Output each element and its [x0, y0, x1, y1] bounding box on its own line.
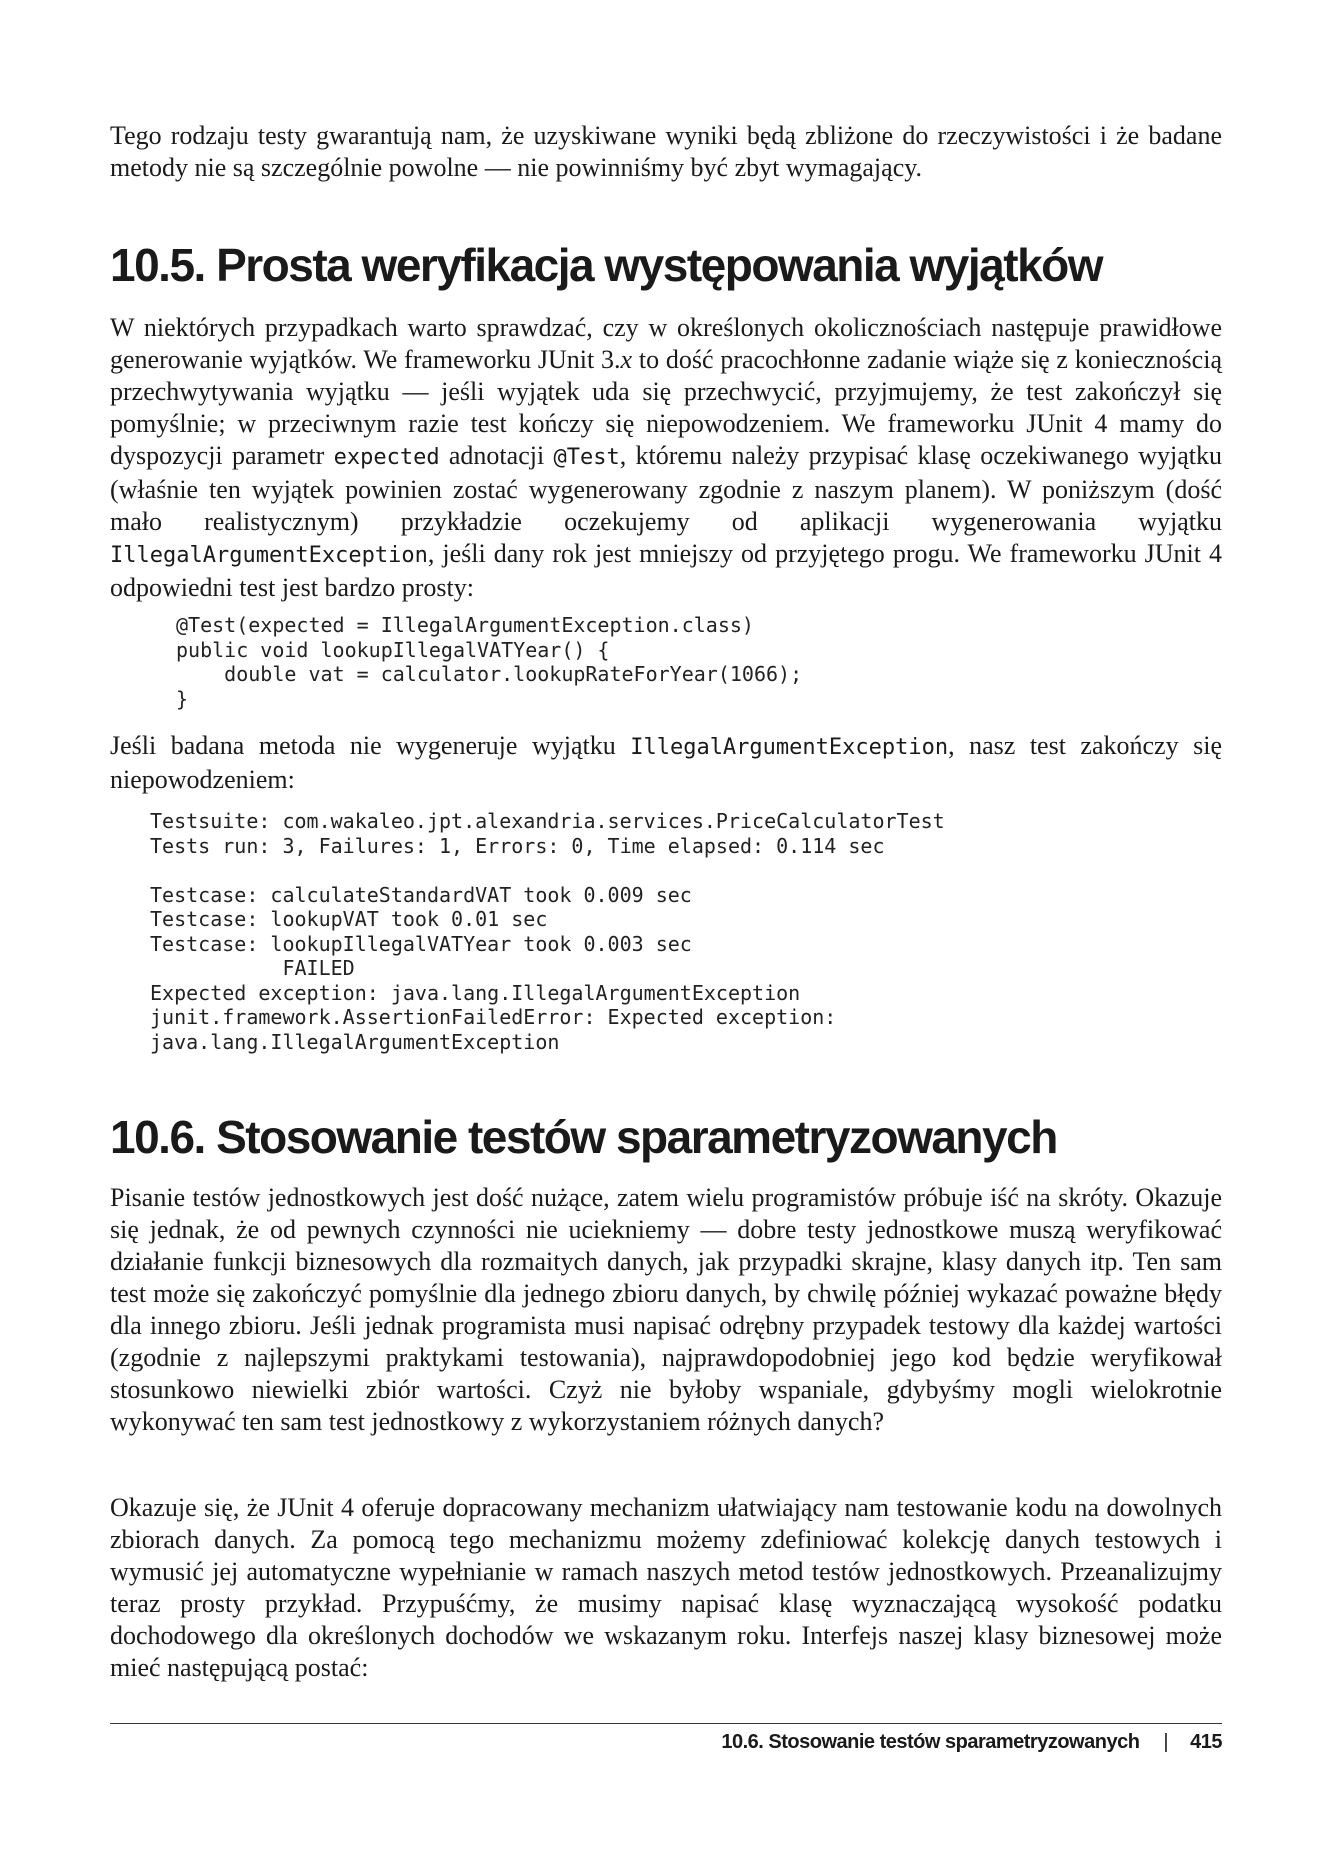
inline-code: IllegalArgumentException	[110, 543, 428, 568]
section-heading-10-6: 10.6. Stosowanie testów sparametryzowanych	[110, 1111, 1057, 1163]
section-10-5-paragraph-2	[110, 730, 1222, 796]
page-footer	[721, 1731, 1222, 1754]
inline-code: @Test	[553, 445, 620, 470]
section-10-5-paragraph	[110, 312, 1222, 604]
footer-divider	[110, 1723, 1222, 1724]
text-run: to dość pracochłonne zadanie wiąże się z koniecznością przechwytywania wyjątku — jeśli wyjątek uda się przechwycić, przyjmujemy, że test zakończył się pomyślnie; w przeciwnym razie test kończy się niepowodzeniem. We frameworku JUnit 4 mamy do dyspozycji parametr	[110, 345, 1222, 470]
text-run: adnotacji	[439, 441, 554, 470]
text-run: , któremu należy przypisać klasę oczekiwanego wyjątku (właśnie ten wyjątek powinien zostać wygenerowany zgodnie z naszym planem). W poniższym (dość mało realistycznym) przykładzie oczekujemy od aplikacji wygenerowania wyjątku	[110, 441, 1222, 536]
page-number: 415	[1190, 1731, 1222, 1753]
code-listing-test-method: @Test(expected = IllegalArgumentException.class) public void lookupIllegalVATYear() { double vat = calculator.lookupRateForYear(1066); }	[176, 613, 803, 711]
text-run-italic: x	[620, 345, 633, 374]
section-10-6-paragraph-1: Pisanie testów jednostkowych jest dość nużące, zatem wielu programistów próbuje iść na skróty. Okazuje się jednak, że od pewnych czynności nie uciekniemy — dobre testy jednostkowe muszą weryfikować działanie funkcji biznesowych dla rozmaitych danych, jak przypadki skrajne, klasy danych itp. Ten sam test może się zakończyć pomyślnie dla jednego zbioru danych, by chwilę później wykazać poważne błędy dla innego zbioru. Jeśli jednak programista musi napisać odrębny przypadek testowy dla każdej wartości (zgodnie z najlepszymi praktykami testowania), najprawdopodobniej jego kod będzie weryfikował stosunkowo niewielki zbiór wartości. Czyż nie byłoby wspaniale, gdybyśmy mogli wielokrotnie wykonywać ten sam test jednostkowy z wykorzystaniem różnych danych?	[110, 1183, 1222, 1436]
text-run: Jeśli badana metoda nie wygeneruje wyjątku	[110, 731, 631, 760]
section-heading-10-5: 10.5. Prosta weryfikacja występowania wyjątków	[110, 239, 1103, 291]
running-title: 10.6. Stosowanie testów sparametryzowanych	[721, 1731, 1140, 1753]
text-run: , nasz test zakończy się niepowodzeniem:	[110, 731, 1222, 794]
text-run: , jeśli dany rok jest mniejszy od przyjętego progu. We frameworku JUnit 4 odpowiedni test jest bardzo prosty:	[110, 539, 1222, 602]
footer-separator: |	[1163, 1731, 1169, 1753]
section-10-6-paragraph-2: Okazuje się, że JUnit 4 oferuje dopracowany mechanizm ułatwiający nam testowanie kodu na dowolnych zbiorach danych. Za pomocą tego mechanizmu możemy zdefiniować kolekcję danych testowych i wymusić jej automatyczne wypełnianie w ramach naszych metod testów jednostkowych. Przeanalizujmy teraz prosty przykład. Przypuśćmy, że musimy napisać klasę wyznaczającą wysokość podatku dochodowego dla określonych dochodów we wskazanym roku. Interfejs naszej klasy biznesowej może mieć następującą postać:	[110, 1493, 1222, 1682]
code-listing-test-output: Testsuite: com.wakaleo.jpt.alexandria.services.PriceCalculatorTest Tests run: 3, Failures: 1, Errors: 0, Time elapsed: 0.114 sec Testcase: calculateStandardVAT took 0.009 sec Testcase: lookupVAT took 0.01 sec Testcase: lookupIllegalVATYear took 0.003 sec FAILED Expected exception: java.lang.IllegalArgumentException junit.framework.AssertionFailedError: Expected exception: java.lang.IllegalArgumentException	[150, 809, 945, 1054]
inline-code: expected	[333, 445, 440, 470]
intro-paragraph: Tego rodzaju testy gwarantują nam, że uzyskiwane wyniki będą zbliżone do rzeczywistości i że badane metody nie są szczególnie powolne — nie powinniśmy być zbyt wymagający.	[110, 121, 1222, 182]
text-run: W niektórych przypadkach warto sprawdzać, czy w określonych okolicznościach następuje prawidłowe generowanie wyjątków. We frameworku JUnit 3.	[110, 313, 1222, 374]
inline-code: IllegalArgumentException	[630, 735, 949, 760]
